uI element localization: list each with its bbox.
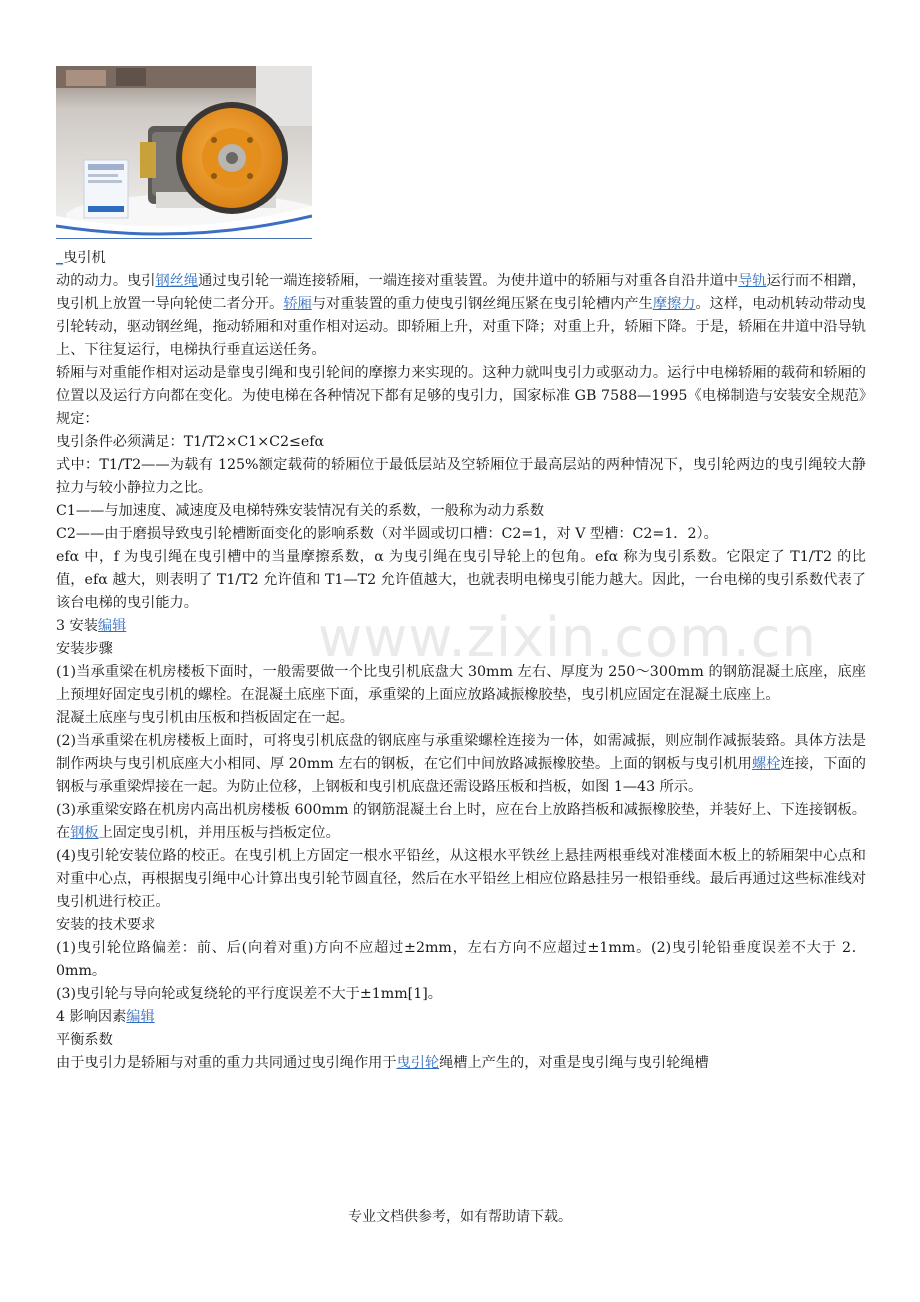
paragraph-efa: efα 中，f 为曳引绳在曳引槽中的当量摩擦系数，α 为曳引绳在曳引导轮上的包角。efα 称为曳引系数。它限定了 T1/T2 的比值，efα 越大，则表明了 T1/T2 允许值和 T1—T2 允许值越大，也就表明电梯曳引能力越大。因此，一台电梯的曳引系数代表了该台电梯的曳引能力。 (56, 549, 866, 611)
paragraph-condition: 曳引条件必须满足：T1/T2×C1×C2≤efα (56, 434, 325, 450)
paragraph-balance-title: 平衡系数 (56, 1032, 113, 1048)
link-wire-rope[interactable]: 钢丝绳 (155, 273, 199, 289)
caption-underscore-link[interactable]: _ (56, 250, 64, 266)
paragraph-step-3: (3)承重梁安路在机房内高出机房楼板 600mm 的钢筋混凝土台上时，应在台上放路挡板和减振橡胶垫，并装好上、下连接钢板。在钢板上固定曳引机，并用压板与挡板定位。 (56, 802, 866, 841)
photo-underline (56, 238, 312, 239)
paragraph-balance: 由于曳引力是轿厢与对重的重力共同通过曳引绳作用于曳引轮绳槽上产生的，对重是曳引绳与曳引轮绳槽 (56, 1055, 709, 1071)
section-heading-install: 3 安装编辑 (56, 618, 127, 634)
link-traction-sheave[interactable]: 曳引轮 (396, 1055, 440, 1071)
image-caption (56, 247, 866, 270)
document-page (56, 66, 866, 1075)
edit-link-factors[interactable]: 编辑 (126, 1009, 155, 1025)
section-heading-factors: 4 影响因素编辑 (56, 1009, 155, 1025)
paragraph-step-1-note: 混凝土底座与曳引机由压板和挡板固定在一起。 (56, 710, 354, 726)
paragraph-step-1: (1)当承重梁在机房楼板下面时，一般需要做一个比曳引机底盘大 30mm 左右、厚度为 250～300mm 的钢筋混凝土底座，底座上预埋好固定曳引机的螺栓。在混凝土底座下面，承重梁的上面应放路减振橡胶垫，曳引机应固定在混凝土底座上。 (56, 664, 866, 703)
link-friction[interactable]: 摩擦力 (652, 296, 696, 312)
paragraph-tech-req-title: 安装的技术要求 (56, 917, 156, 933)
paragraph-traction-principle: 动的动力。曳引钢丝绳通过曳引轮一端连接轿厢，一端连接对重装置。为使井道中的轿厢与对重各自沿井道中导轨运行而不相蹭，曳引机上放置一导向轮使二者分开。轿厢与对重装置的重力使曳引钢丝绳压紧在曳引轮槽内产生摩擦力。这样，电动机转动带动曳引轮转动，驱动钢丝绳，拖动轿厢和对重作相对运动。即轿厢上升，对重下降；对重上升，轿厢下降。于是，轿厢在井道中沿导轨上、下往复运行，电梯执行垂直运送任务。 (56, 273, 866, 358)
traction-machine-photo (56, 66, 312, 238)
paragraph-formula-explain: 式中：T1/T2——为载有 125%额定载荷的轿厢位于最低层站及空轿厢位于最高层站的两种情况下，曳引轮两边的曳引绳较大静拉力与较小静拉力之比。 (56, 457, 866, 496)
watermark: www.zixin.com.cn (318, 606, 817, 669)
paragraph-install-steps-title: 安装步骤 (56, 641, 113, 657)
paragraph-step-2: (2)当承重梁在机房楼板上面时，可将曳引机底盘的钢底座与承重梁螺栓连接为一体，如需减振，则应制作减振装臵。具体方法是制作两块与曳引机底座大小相同、厚 20mm 左右的钢板，在它们中间放路减振橡胶垫。上面的钢板与曳引机用螺栓连接，下面的钢板与承重梁焊接在一起。为防止位移，上钢板和曳引机底盘还需设路压板和挡板，如图 1—43 所示。 (56, 733, 866, 795)
photo-illustration (56, 66, 312, 238)
link-car[interactable]: 轿厢 (283, 296, 312, 312)
link-guide-rail[interactable]: 导轨 (738, 273, 767, 289)
caption-text: 曳引机 (63, 250, 106, 266)
paragraph-tech-req-1: (1)曳引轮位路偏差：前、后(向着对重)方向不应超过±2mm，左右方向不应超过±1mm。(2)曳引轮铅垂度误差不大于 2．0mm。 (56, 940, 866, 979)
link-bolt[interactable]: 螺栓 (751, 756, 781, 772)
paragraph-step-4: (4)曳引轮安装位路的校正。在曳引机上方固定一根水平铅丝，从这根水平铁丝上悬挂两根垂线对准楼面木板上的轿厢架中心点和对重中心点，再根据曳引绳中心计算出曳引轮节圆直径，然后在水平铅丝上相应位路悬挂另一根铅垂线。最后再通过这些标准线对曳引机进行校正。 (56, 848, 866, 910)
paragraph-c2: C2——由于磨损导致曳引轮槽断面变化的影响系数（对半圆或切口槽：C2=1，对 V 型槽：C2=1．2）。 (56, 526, 718, 542)
paragraph-tech-req-3: (3)曳引轮与导向轮或复绕轮的平行度误差不大于±1mm[1]。 (56, 986, 442, 1002)
paragraph-standard: 轿厢与对重能作相对运动是靠曳引绳和曳引轮间的摩擦力来实现的。这种力就叫曳引力或驱动力。运行中电梯轿厢的载荷和轿厢的位置以及运行方向都在变化。为使电梯在各种情况下都有足够的曳引力，国家标准 GB 7588—1995《电梯制造与安装安全规范》规定： (56, 365, 866, 427)
edit-link-install[interactable]: 编辑 (97, 618, 127, 634)
paragraph-c1: C1——与加速度、减速度及电梯特殊安装情况有关的系数，一般称为动力系数 (56, 503, 545, 519)
link-steel-plate[interactable]: 钢板 (70, 825, 99, 841)
page-footer: 专业文档供参考，如有帮助请下载。 (348, 1209, 572, 1225)
